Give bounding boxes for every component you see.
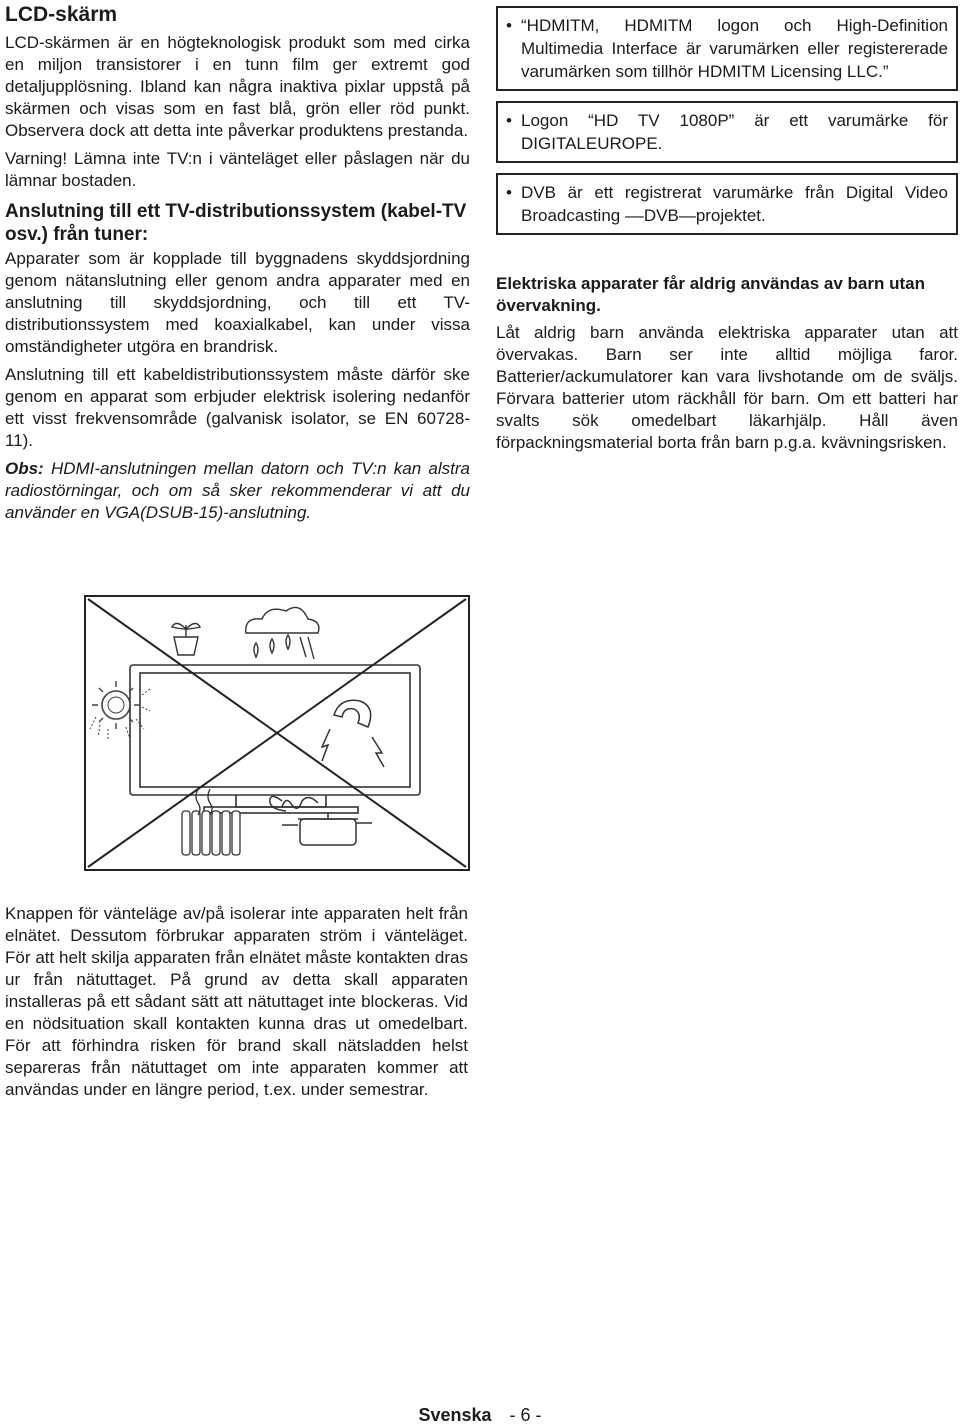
standby-paragraph: Knappen för vänteläge av/på isolerar inte apparaten helt från elnätet. Dessutom förbrukar apparaten ström i vänteläget. För att helt skilja apparaten från elnätet måste kontakten dras ur från nätuttaget. På grund av detta skall apparaten installeras på ett sådant sätt att nätuttaget inte blockeras. Vid en nödsituation skall kontakten kunna dras ut omedelbart. För att förhindra risken för brand skall nätsladden helst separeras från nätuttaget om inte apparaten kommer att användas under en längre period, t.ex. under semestrar. [5, 904, 468, 1099]
warning-paragraph: Varning! Lämna inte TV:n i vänteläget eller påslagen när du lämnar bostaden. [5, 149, 470, 190]
bullet-dot-icon: • [506, 183, 512, 202]
trademark-box-hdmi [496, 6, 958, 91]
bullet-dot-icon: • [506, 16, 512, 35]
trademark-text: Logon “HD TV 1080P” är ett varumärke för DIGITALEUROPE. [521, 111, 948, 153]
trademark-text: “HDMITM, HDMITM logon och High-Definition Multimedia Interface är varumärken eller registererade varumärken som tillhör HDMITM Licensing LLC.” [521, 16, 948, 81]
obs-text: HDMI-anslutningen mellan datorn och TV:n kan alstra radiostörningar, och om så sker rekommenderar vi att du använder en VGA(DSUB-15)-anslutning. [5, 459, 470, 522]
placement-warning-illustration [84, 595, 470, 871]
lcd-heading: LCD-skärm [5, 3, 118, 26]
cable-heading: Anslutning till ett TV-distributionssystem (kabel-TV osv.) från tuner: [5, 201, 467, 245]
children-warning-paragraph: Låt aldrig barn använda elektriska apparater utan att övervakas. Barn ser inte alltid möjliga faror. Batterier/ackumulatorer kan vara livshotande om de sväljs. Förvara batterier utom räckhåll för barn. Om ett batteri har svalts sök omedelbart läkarhjälp. Håll även förpackningsmaterial borta från barn p.g.a. kvävningsrisken. [496, 323, 958, 452]
cable-paragraph-2: Anslutning till ett kabeldistributionssystem måste därför ske genom en apparat som erbjuder elektrisk isolering nedanför ett visst frekvensområde (galvanisk isolator, se EN 60728-11). [5, 365, 470, 450]
standby-section [5, 903, 468, 1101]
page-footer [0, 1405, 960, 1426]
trademark-box-hdtv [496, 101, 958, 163]
bullet-dot-icon: • [506, 111, 512, 130]
trademark-text: DVB är ett registrerat varumärke från Digital Video Broadcasting ––DVB—projektet. [521, 183, 948, 225]
right-column [496, 4, 958, 454]
page-number: - 6 - [509, 1405, 542, 1425]
left-column [5, 2, 470, 524]
obs-label: Obs: [5, 459, 44, 478]
trademark-box-dvb [496, 173, 958, 235]
footer-language: Svenska [418, 1405, 492, 1425]
cable-paragraph-1: Apparater som är kopplade till byggnadens skyddsjordning genom nätanslutning eller genom andra apparater med en anslutning till skyddsjordning, och till ett TV-distributionssystem med koaxialkabel, kan under vissa omständigheter utgöra en brandrisk. [5, 249, 470, 356]
obs-paragraph [5, 458, 470, 524]
lcd-paragraph: LCD-skärmen är en högteknologisk produkt som med cirka en miljon transistorer i en tunn film ger extremt god detaljupplösning. Ibland kan några inaktiva pixlar uppstå på skärmen och visas som en fast blå, grön eller röd punkt. Observera dock att detta inte påverkar produktens prestanda. [5, 33, 470, 140]
tv-hazards-icon [86, 597, 468, 869]
children-warning-heading: Elektriska apparater får aldrig användas av barn utan övervakning. [496, 274, 925, 315]
